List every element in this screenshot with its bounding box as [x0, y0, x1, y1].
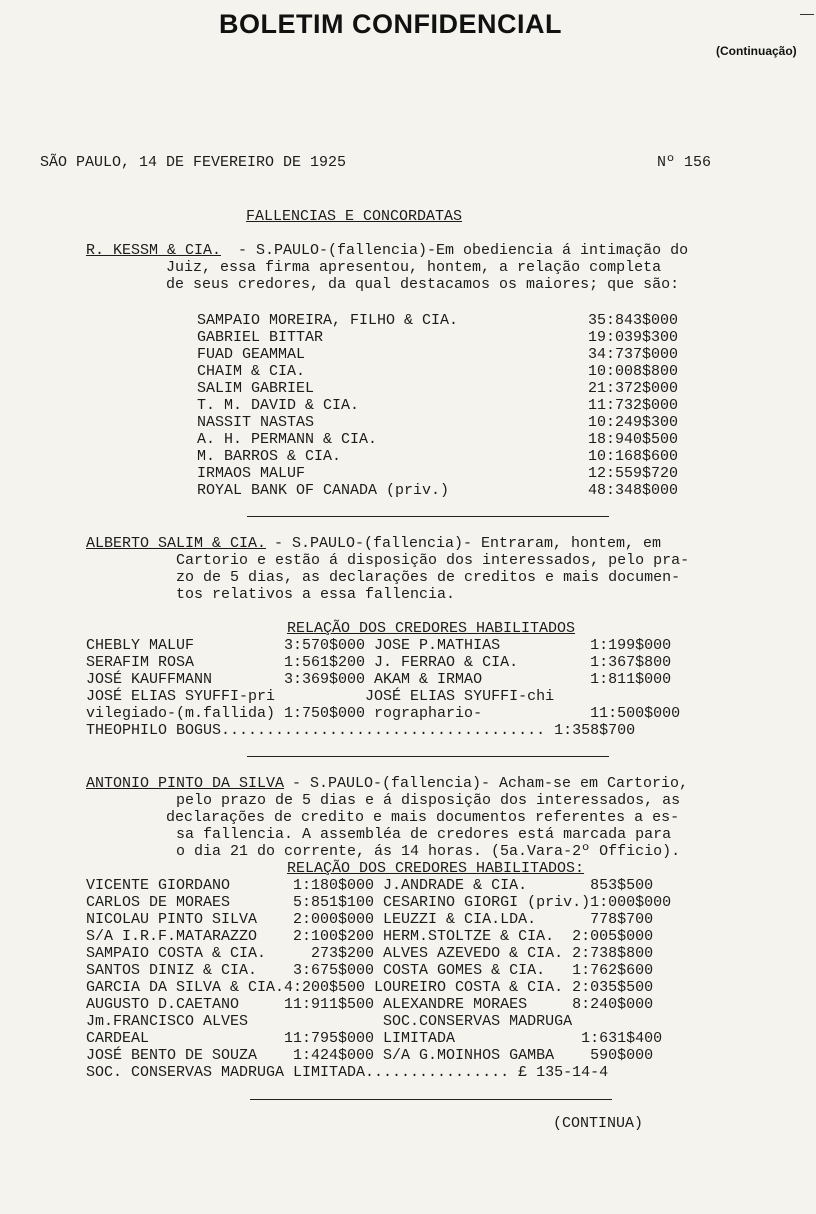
table-row: CARLOS DE MORAES 5:851$100 CESARINO GIORGI (priv.)1:000$000: [86, 894, 672, 911]
entry2-table-title: RELAÇÃO DOS CREDORES HABILITADOS: [287, 620, 576, 637]
table-row: Jm.FRANCISCO ALVES SOC.CONSERVAS MADRUGA: [86, 1013, 573, 1030]
entry1-text-line: Juiz, essa firma apresentou, hontem, a relação completa: [166, 259, 662, 276]
table-row: vilegiado-(m.fallida) 1:750$000 rographario- 11:500$000: [86, 705, 681, 722]
creditor-name: CHAIM & CIA.: [197, 363, 306, 380]
creditor-name: ROYAL BANK OF CANADA (priv.): [197, 482, 450, 499]
table-row: AUGUSTO D.CAETANO 11:911$500 ALEXANDRE MORAES 8:240$000: [86, 996, 654, 1013]
table-row: NICOLAU PINTO SILVA 2:000$000 LEUZZI & CIA.LDA. 778$700: [86, 911, 654, 928]
table-row: SANTOS DINIZ & CIA. 3:675$000 COSTA GOMES & CIA. 1:762$600: [86, 962, 654, 979]
section-divider: [250, 1099, 612, 1100]
continues-label: (CONTINUA): [553, 1115, 644, 1132]
creditor-name: T. M. DAVID & CIA.: [197, 397, 360, 414]
creditor-amount: 19:039$300: [587, 329, 678, 346]
table-row: SOC. CONSERVAS MADRUGA LIMITADA................ £ 135-14-4: [86, 1064, 609, 1081]
creditor-amount: 10:008$800: [587, 363, 678, 380]
creditor-name: NASSIT NASTAS: [197, 414, 315, 431]
page-edge-mark: [800, 14, 814, 15]
table-row: VICENTE GIORDANO 1:180$000 J.ANDRADE & CIA. 853$500: [86, 877, 654, 894]
entry3-text-line: declarações de credito e mais documentos referentes a es-: [166, 809, 680, 826]
entry2-name: ALBERTO SALIM & CIA.: [86, 535, 267, 552]
creditor-amount: 48:348$000: [587, 482, 678, 499]
creditor-name: IRMAOS MALUF: [197, 465, 306, 482]
creditor-amount: 18:940$500: [587, 431, 678, 448]
creditor-amount: 34:737$000: [587, 346, 678, 363]
table-row: JOSÉ KAUFFMANN 3:369$000 AKAM & IRMAO 1:811$000: [86, 671, 672, 688]
creditor-amount: 21:372$000: [587, 380, 678, 397]
section-divider: [247, 756, 609, 757]
table-row: S/A I.R.F.MATARAZZO 2:100$200 HERM.STOLTZE & CIA. 2:005$000: [86, 928, 654, 945]
entry3-text-line: - S.PAULO-(fallencia)- Acham-se em Cartorio,: [292, 775, 689, 792]
entry3-text-line: o dia 21 do corrente, ás 14 horas. (5a.Vara-2º Officio).: [176, 843, 681, 860]
entry2-text-line: Cartorio e estão á disposição dos interessados, pelo pra-: [176, 552, 690, 569]
table-row: JOSÉ BENTO DE SOUZA 1:424$000 S/A G.MOINHOS GAMBA 590$000: [86, 1047, 654, 1064]
table-row: JOSÉ ELIAS SYUFFI-pri JOSÉ ELIAS SYUFFI-chi: [86, 688, 555, 705]
entry3-text-line: sa fallencia. A assembléa de credores está marcada para: [176, 826, 672, 843]
table-row: CHEBLY MALUF 3:570$000 JOSE P.MATHIAS 1:199$000: [86, 637, 672, 654]
table-row: SERAFIM ROSA 1:561$200 J. FERRAO & CIA. 1:367$800: [86, 654, 672, 671]
creditor-amount: 35:843$000: [587, 312, 678, 329]
creditor-amount: 10:249$300: [587, 414, 678, 431]
section-divider: [247, 516, 609, 517]
entry3-name: ANTONIO PINTO DA SILVA: [86, 775, 285, 792]
issue-number: Nº 156: [657, 154, 712, 171]
section-title: FALLENCIAS E CONCORDATAS: [246, 208, 463, 225]
creditor-name: A. H. PERMANN & CIA.: [197, 431, 378, 448]
entry3-text-line: pelo prazo de 5 dias e á disposição dos interessados, as: [176, 792, 681, 809]
bulletin-title: BOLETIM CONFIDENCIAL: [219, 9, 562, 39]
entry1-name: R. KESSM & CIA.: [86, 242, 222, 259]
creditor-amount: 11:732$000: [587, 397, 678, 414]
table-row: SAMPAIO COSTA & CIA. 273$200 ALVES AZEVEDO & CIA. 2:738$800: [86, 945, 654, 962]
creditor-name: M. BARROS & CIA.: [197, 448, 342, 465]
creditor-amount: 12:559$720: [587, 465, 678, 482]
creditor-name: FUAD GEAMMAL: [197, 346, 306, 363]
entry2-text-line: tos relativos a essa fallencia.: [176, 586, 456, 603]
entry2-text-line: zo de 5 dias, as declarações de creditos e mais documen-: [176, 569, 681, 586]
creditor-name: SAMPAIO MOREIRA, FILHO & CIA.: [197, 312, 459, 329]
entry1-text-line: - S.PAULO-(fallencia)-Em obediencia á intimação do: [238, 242, 689, 259]
creditor-name: GABRIEL BITTAR: [197, 329, 324, 346]
creditor-amount: 10:168$600: [587, 448, 678, 465]
dateline: SÃO PAULO, 14 DE FEVEREIRO DE 1925: [40, 154, 347, 171]
table-row: THEOPHILO BOGUS.................................... 1:358$700: [86, 722, 636, 739]
table-row: CARDEAL 11:795$000 LIMITADA 1:631$400: [86, 1030, 663, 1047]
creditor-name: SALIM GABRIEL: [197, 380, 315, 397]
continuation-label: (Continuação): [716, 44, 797, 58]
table-row: GARCIA DA SILVA & CIA.4:200$500 LOUREIRO COSTA & CIA. 2:035$500: [86, 979, 654, 996]
entry3-table-title: RELAÇÃO DOS CREDORES HABILITADOS:: [287, 860, 585, 877]
entry1-text-line: de seus credores, da qual destacamos os maiores; que são:: [166, 276, 680, 293]
entry2-text-line: - S.PAULO-(fallencia)- Entraram, hontem, em: [274, 535, 662, 552]
